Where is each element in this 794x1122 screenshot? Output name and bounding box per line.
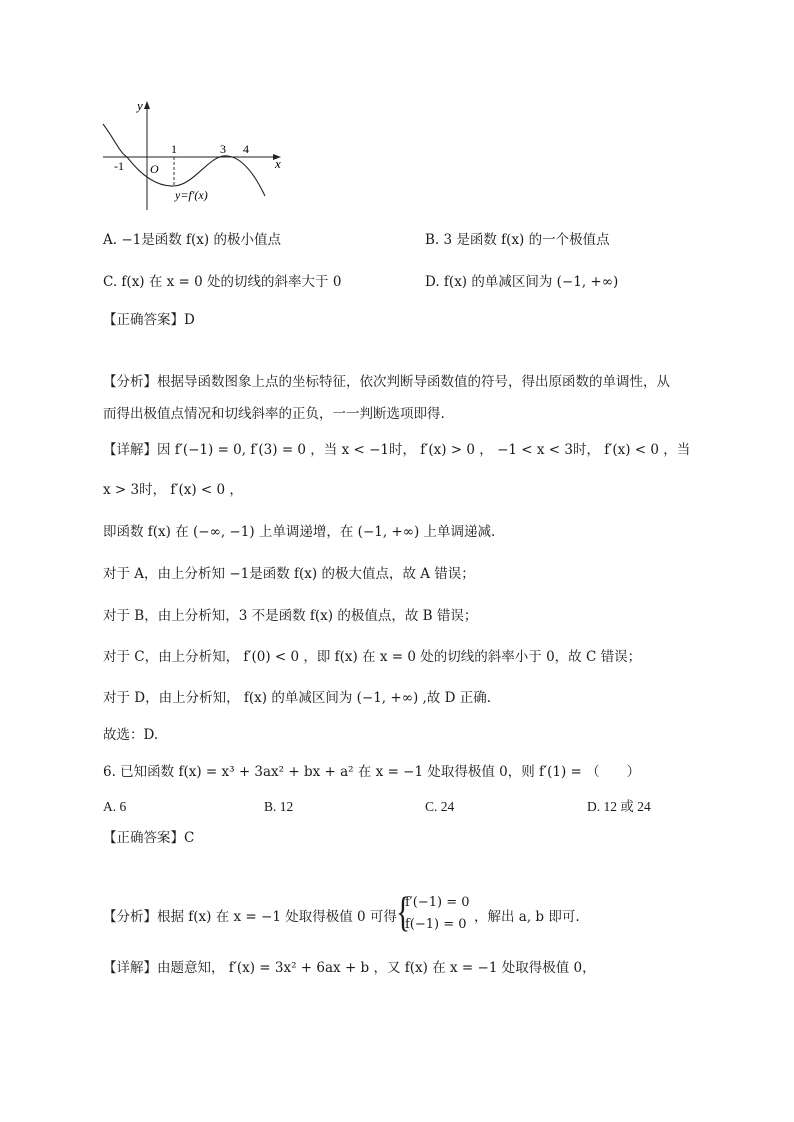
q6-option-a: A. 6 [103,799,127,814]
q5-detail-line-5: 对于 B，由上分析知，3 不是函数 f(x) 的极值点，故 B 错误； [103,608,478,624]
q5-detail-line-3: 即函数 f(x) 在 (−∞, −1) 上单调递增，在 (−1, +∞) 上单调递减. [103,524,496,540]
q6-option-d: D. 12 或 24 [587,799,651,814]
q5-option-b: B. 3 是函数 f(x) 的一个极值点 [425,232,610,248]
derivative-curve [103,124,265,196]
y-axis-arrow [144,101,150,109]
q6-system-eq-2: f(−1) = 0 [405,917,467,932]
q6-analysis-pre: 【分析】根据 f(x) 在 x = −1 处取得极值 0 可得 [103,909,397,925]
tick-label-neg1: -1 [114,159,124,173]
q6-answer: 【正确答案】C [103,830,195,846]
q5-detail-line-2: x > 3时， f′(x) < 0 ， [103,482,243,498]
q6-option-b: B. 12 [264,799,294,814]
q5-analysis-line-2: 而得出极值点情况和切线斜率的正负，一一判断选项即得. [103,406,445,422]
q6-stem: 6. 已知函数 f(x) = x³ + 3ax² + bx + a² 在 x = −1 处取得极值 0，则 f′(1) = （ ） [103,764,641,780]
q5-detail-line-6: 对于 C，由上分析知， f′(0) < 0 ，即 f(x) 在 x = 0 处的切线的斜率小于 0，故 C 错误； [103,649,642,665]
q5-option-a: A. −1是函数 f(x) 的极小值点 [103,232,281,248]
q5-detail-line-1: 【详解】因 f′(−1) = 0, f′(3) = 0 ，当 x < −1时， f′(x) > 0 ， −1 < x < 3时， f′(x) < 0 ，当 [103,442,691,458]
tick-label-4: 4 [243,142,249,156]
q5-option-c: C. f(x) 在 x = 0 处的切线的斜率大于 0 [103,274,342,290]
q5-answer: 【正确答案】D [103,312,195,328]
q6-option-c: C. 24 [425,799,455,814]
q5-choose: 故选：D. [103,727,159,743]
q5-analysis-line-1: 【分析】根据导函数图象上点的坐标特征，依次判断导函数值的符号，得出原函数的单调性，从 [103,374,670,390]
y-axis-label: y [137,98,143,113]
derivative-graph [95,95,295,215]
curve-label: y=f′(x) [175,188,208,202]
q5-detail-line-7: 对于 D，由上分析知， f(x) 的单减区间为 (−1, +∞) ,故 D 正确. [103,690,491,706]
x-axis-label: x [275,156,281,171]
q5-detail-line-4: 对于 A，由上分析知 −1是函数 f(x) 的极大值点，故 A 错误； [103,566,475,582]
q5-option-d: D. f(x) 的单减区间为 (−1, +∞) [425,274,619,290]
origin-label: O [150,162,159,176]
q6-analysis-post: ，解出 a, b 即可. [474,909,580,925]
q6-system-eq-1: f′(−1) = 0 [405,895,470,910]
q6-detail-line-1: 【详解】由题意知， f′(x) = 3x² + 6ax + b ，又 f(x) 在 x = −1 处取得极值 0， [103,960,596,976]
tick-label-3: 3 [220,142,226,156]
equation-system-brace: { [396,890,411,936]
tick-label-1: 1 [171,142,177,156]
